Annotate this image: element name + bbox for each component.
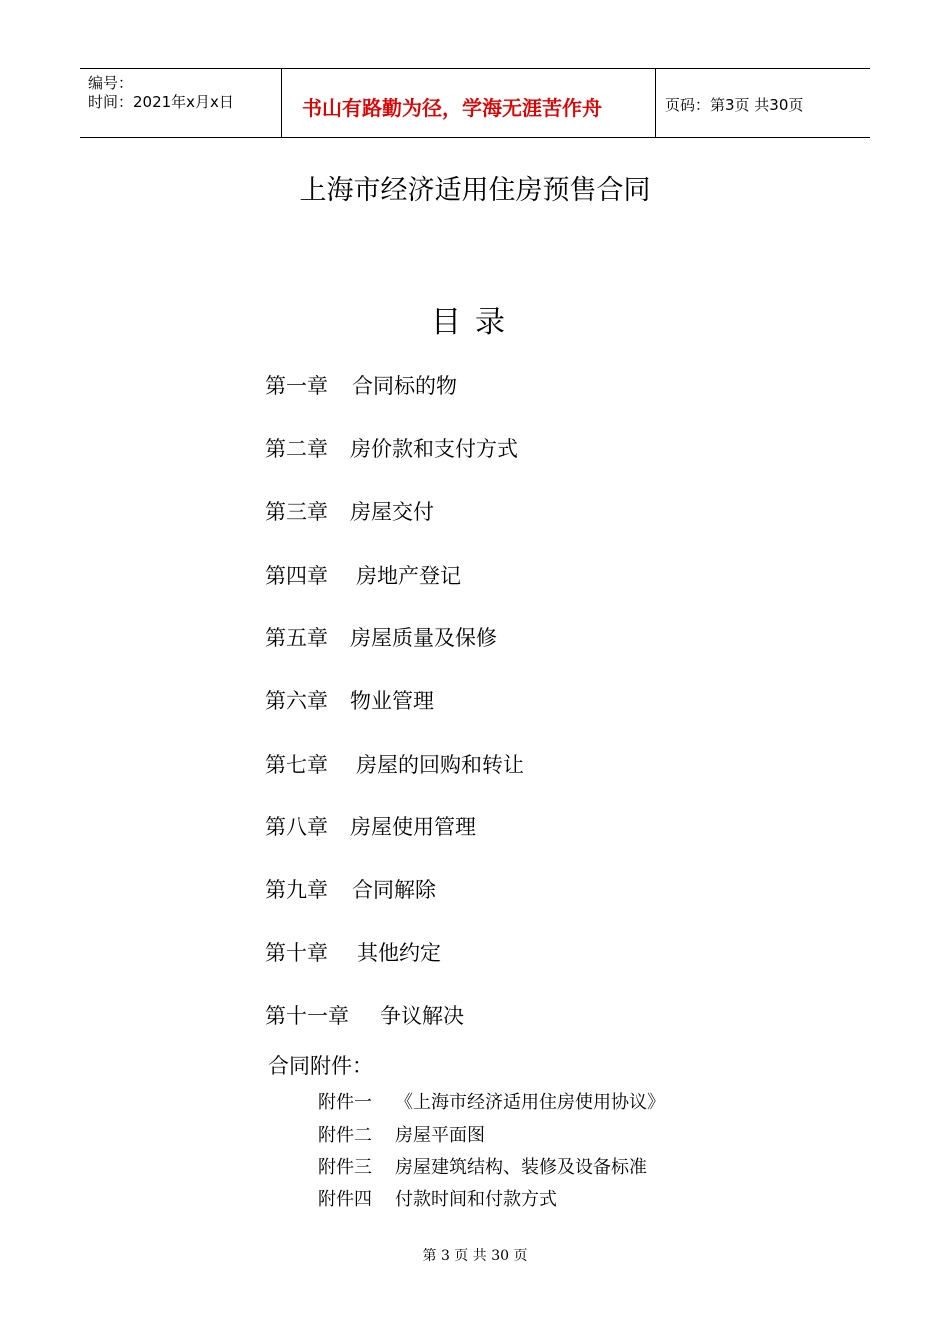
attachment-label: 附件一 xyxy=(318,1092,372,1113)
toc-chapter: 第十一章 xyxy=(265,1004,349,1028)
toc-item xyxy=(265,496,434,526)
attachment-name: 房屋建筑结构、装修及设备标准 xyxy=(395,1157,647,1178)
toc-chapter-name: 物业管理 xyxy=(350,689,434,713)
toc-chapter: 第九章 xyxy=(265,878,328,902)
toc-chapter-name: 房屋的回购和转让 xyxy=(356,753,524,777)
toc-item xyxy=(265,749,524,779)
toc-item xyxy=(265,811,476,841)
document-title: 上海市经济适用住房预售合同 xyxy=(299,175,651,206)
toc-item xyxy=(265,370,457,400)
toc-item xyxy=(265,685,434,715)
toc-chapter: 第二章 xyxy=(265,437,328,461)
toc-chapter-name: 房屋质量及保修 xyxy=(350,626,497,650)
header-motto-cell xyxy=(281,69,656,137)
attachments-heading: 合同附件： xyxy=(268,1054,373,1078)
attachment-item xyxy=(318,1121,485,1147)
toc-chapter: 第六章 xyxy=(265,689,328,713)
toc-chapter-name: 房屋使用管理 xyxy=(350,815,476,839)
document-number-label: 编号： xyxy=(88,74,134,92)
attachment-label: 附件二 xyxy=(318,1125,372,1146)
toc-chapter: 第三章 xyxy=(265,500,328,524)
toc-item xyxy=(265,874,436,904)
toc-item xyxy=(265,937,441,967)
toc-chapter: 第七章 xyxy=(265,753,328,777)
header-page-cell xyxy=(655,69,870,137)
attachment-item xyxy=(318,1153,647,1179)
toc-chapter-name: 争议解决 xyxy=(380,1004,464,1028)
attachment-name: 房屋平面图 xyxy=(395,1125,485,1146)
attachment-label: 附件三 xyxy=(318,1157,372,1178)
toc-chapter-name: 房价款和支付方式 xyxy=(350,437,518,461)
toc-item xyxy=(265,433,518,463)
header-meta-cell xyxy=(80,69,281,137)
toc-chapter-name: 房屋交付 xyxy=(350,500,434,524)
motto-text: 书山有路勤为径，学海无涯苦作舟 xyxy=(302,96,602,120)
toc-heading: 目录 xyxy=(431,305,519,340)
toc-chapter-name: 合同标的物 xyxy=(352,374,457,398)
toc-item xyxy=(265,560,461,590)
toc-chapter-name: 其他约定 xyxy=(357,941,441,965)
toc-chapter: 第八章 xyxy=(265,815,328,839)
header-page-label: 页码：第3页 共30页 xyxy=(665,96,804,114)
toc-chapter-name: 合同解除 xyxy=(352,878,436,902)
attachment-name: 付款时间和付款方式 xyxy=(395,1189,557,1210)
toc-chapter: 第一章 xyxy=(265,374,328,398)
toc-chapter: 第五章 xyxy=(265,626,328,650)
toc-item xyxy=(265,622,497,652)
header-table xyxy=(80,68,870,138)
document-date-label: 时间：2021年x月x日 xyxy=(88,93,234,111)
toc-chapter: 第四章 xyxy=(265,564,328,588)
attachment-item xyxy=(318,1185,557,1211)
toc-chapter: 第十章 xyxy=(265,941,328,965)
attachment-item xyxy=(318,1088,665,1114)
attachment-name: 《上海市经济适用住房使用协议》 xyxy=(395,1092,665,1113)
toc-chapter-name: 房地产登记 xyxy=(356,564,461,588)
page-footer: 第 3 页 共 30 页 xyxy=(422,1248,528,1264)
toc-item xyxy=(265,1000,464,1030)
attachment-label: 附件四 xyxy=(318,1189,372,1210)
